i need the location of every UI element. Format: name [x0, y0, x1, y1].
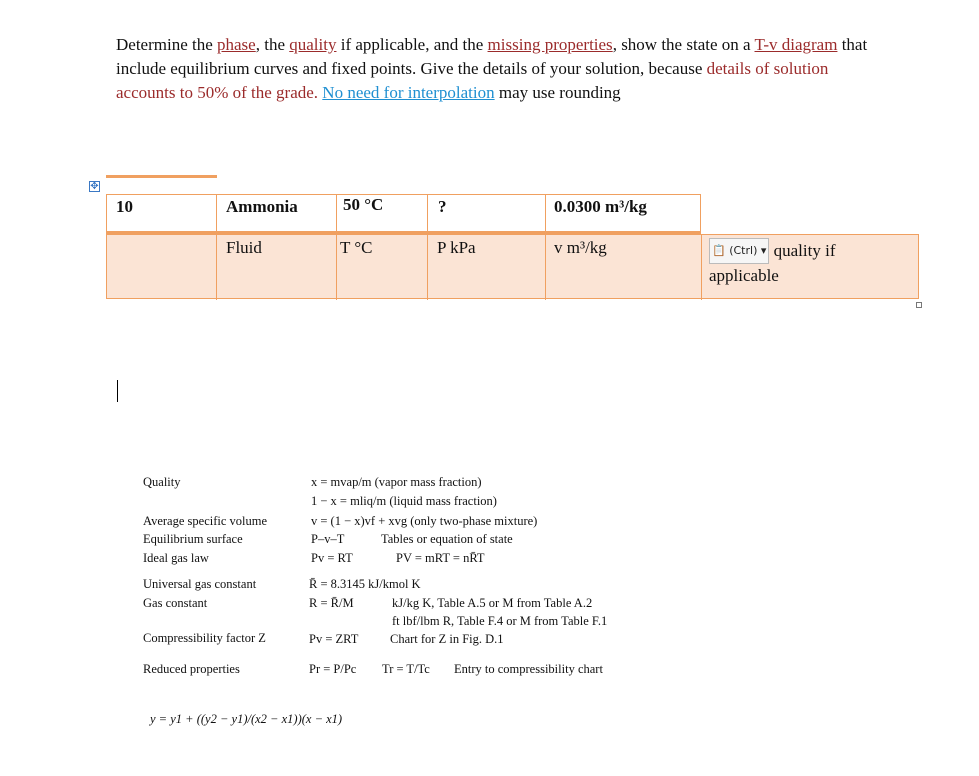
ref-univ-label: Universal gas constant: [143, 577, 257, 591]
paste-options-button[interactable]: 📋 (Ctrl) ▾: [709, 238, 769, 264]
statement-text: if applicable, and the: [336, 35, 488, 54]
ref-gas-label: Gas constant: [143, 596, 208, 610]
tv-diagram-link: T-v diagram: [754, 35, 838, 54]
ref-eq-v: v = (1 − x)vf + xvg (only two-phase mixture): [311, 514, 538, 528]
table-top-rule: [106, 175, 217, 178]
ref-eq-pr: Pr = P/Pc: [309, 662, 357, 676]
ref-eq-gas-desc1: kJ/kg K, Table A.5 or M from Table A.2: [392, 596, 593, 610]
table-move-handle-icon[interactable]: ✥: [90, 181, 99, 192]
statement-text: , show the state on a: [612, 35, 755, 54]
ref-eq-comp: Pv = ZRT: [309, 632, 359, 646]
clipboard-icon: 📋: [712, 244, 726, 257]
grading-note: details of solution accounts to 50% of the grade.: [116, 59, 829, 102]
ref-eq-pvt: P–v–T: [311, 532, 345, 546]
ref-ideal-label: Ideal gas law: [143, 551, 209, 565]
problem-statement: [116, 33, 886, 105]
ref-eq-ideal1: Pv = RT: [311, 551, 353, 565]
no-interpolation-link[interactable]: No need for interpolation: [322, 83, 495, 102]
specific-volume-value: 0.0300 m³/kg: [554, 197, 647, 216]
ref-eq-tr: Tr = T/Tc: [382, 662, 430, 676]
statement-text: Determine the: [116, 35, 218, 54]
ctrl-label: (Ctrl): [729, 244, 758, 257]
statement-text: may use rounding: [494, 83, 621, 102]
fluid-header: Fluid: [226, 238, 262, 257]
ref-quality-label: Quality: [143, 475, 181, 489]
problem-number: 10: [116, 197, 133, 216]
quality-link: quality: [289, 35, 337, 54]
missing-properties-link: missing properties: [487, 35, 613, 54]
phase-link: phase: [217, 35, 256, 54]
ref-eq-gas: R = R̄/M: [309, 596, 354, 610]
interpolation-formula: y = y1 + ((y2 − y1)/(x2 − x1))(x − x1): [150, 712, 343, 726]
table-resize-handle-icon[interactable]: [916, 302, 922, 308]
specific-volume-header: v m³/kg: [554, 238, 607, 257]
fluid-value: Ammonia: [226, 197, 298, 216]
quality-header-cell: [709, 238, 909, 288]
ref-eq-comp-desc: Chart for Z in Fig. D.1: [390, 632, 504, 646]
temperature-value: 50 °C: [343, 195, 384, 214]
ref-eq-x: x = mvap/m (vapor mass fraction): [311, 475, 482, 489]
ref-reduced-label: Reduced properties: [143, 662, 240, 676]
ref-comp-label: Compressibility factor Z: [143, 631, 266, 645]
ref-eq-1mx: 1 − x = mliq/m (liquid mass fraction): [311, 494, 497, 508]
pressure-value: ?: [438, 197, 447, 216]
quality-header: quality if applicable: [709, 241, 836, 285]
statement-text: , the: [255, 35, 290, 54]
ref-surface-label: Equilibrium surface: [143, 532, 243, 546]
ref-eq-univ: R̄ = 8.3145 kJ/kmol K: [309, 577, 421, 591]
ref-eq-pvt-desc: Tables or equation of state: [381, 532, 513, 546]
ref-eq-gas-desc2: ft lbf/lbm R, Table F.4 or M from Table F.1: [392, 614, 608, 628]
ref-eq-reduced-desc: Entry to compressibility chart: [454, 662, 603, 676]
pressure-header: P kPa: [437, 238, 476, 257]
temperature-header: T °C: [340, 238, 373, 257]
text-cursor: [117, 380, 118, 402]
ref-avg-label: Average specific volume: [143, 514, 268, 528]
ref-eq-ideal2: PV = mRT = nR̄T: [396, 551, 485, 565]
statement-text: that include equilibrium curves and fixed points. Give the details of your solution, because: [116, 35, 868, 78]
